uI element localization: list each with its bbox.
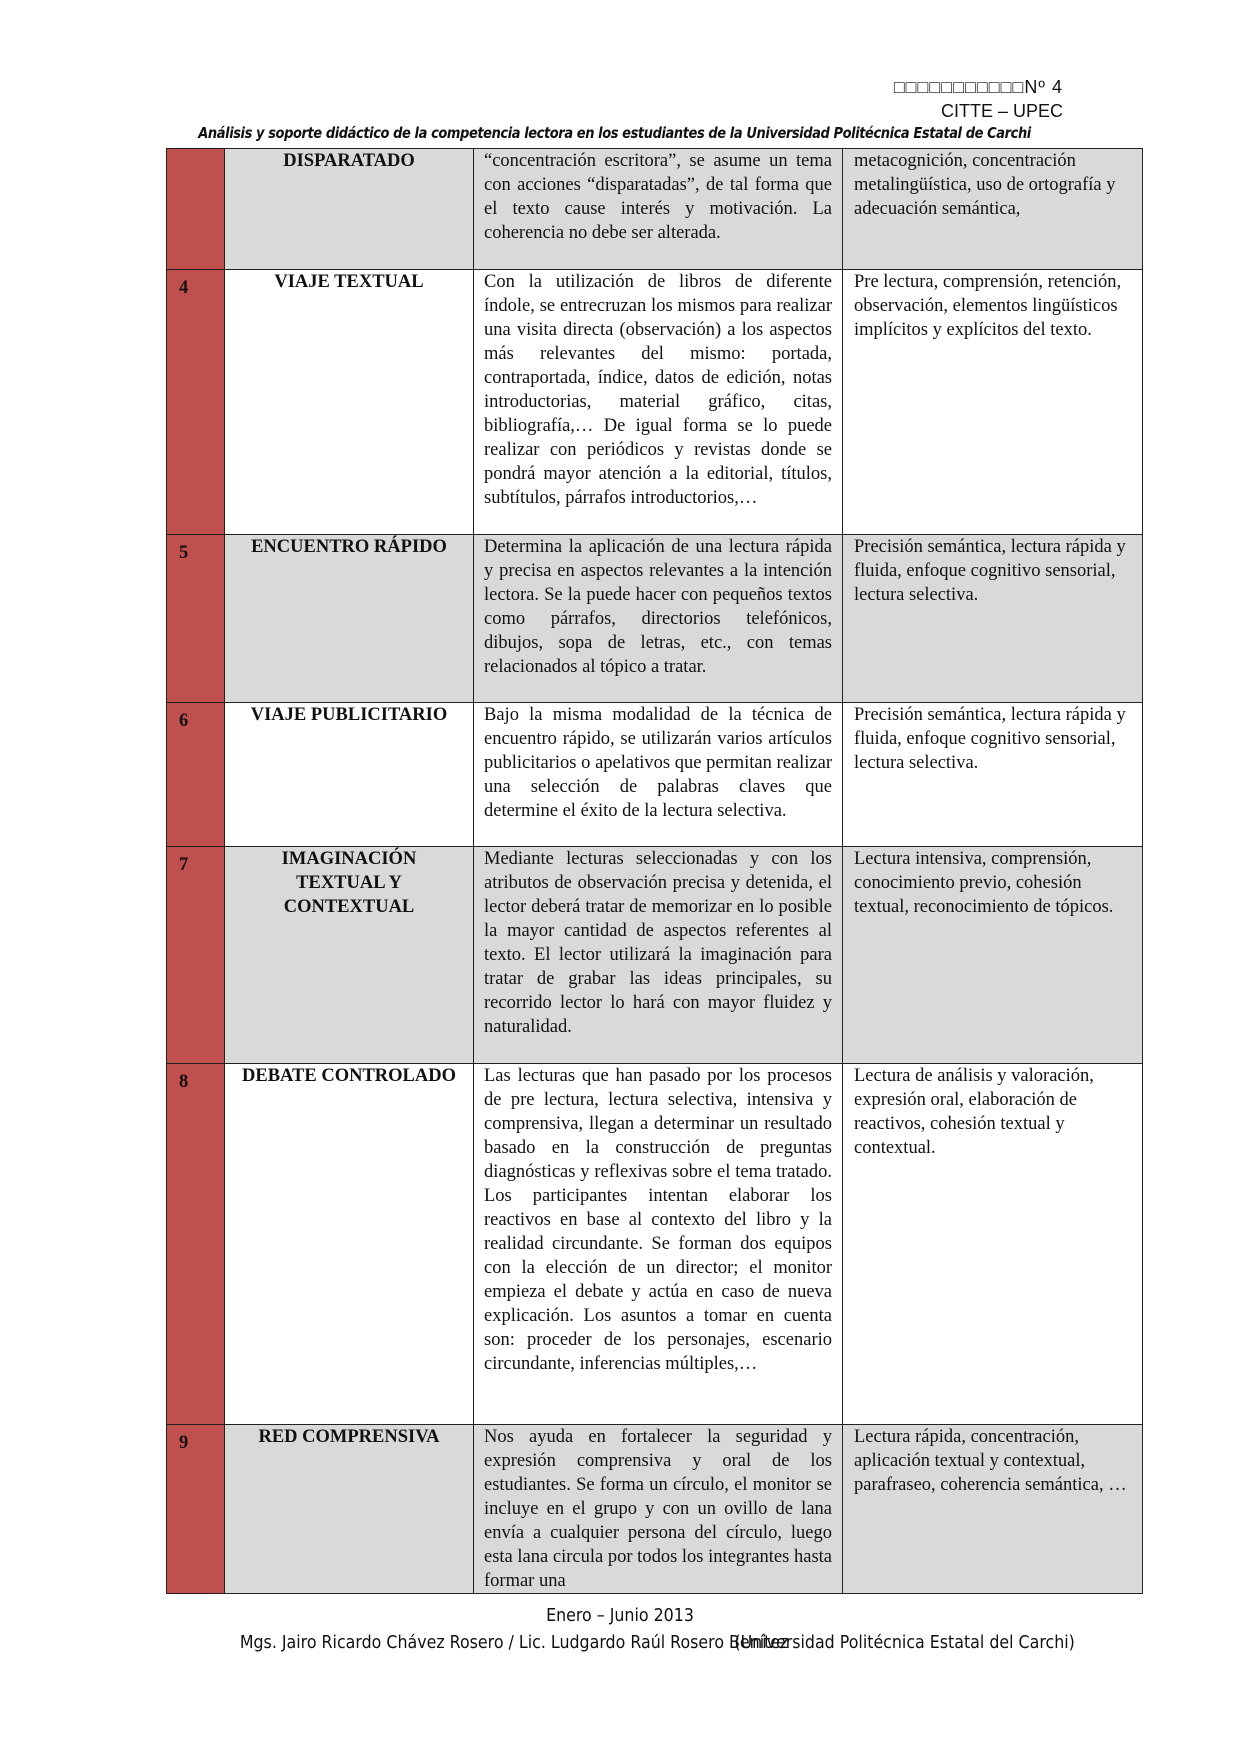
technique-description: Las lecturas que han pasado por los procesos de pre lectura, lectura selectiva, intensiva y comprensiva, llegan a determinar un resultado basado en la construcción de preguntas diagnósticas y reflexivas sobre el tema tratado. Los participantes intentan elaborar los reactivos en base al contexto del libro y la realidad circundante. Se forman dos equipos con la elección de un director; el monitor empieza el debate y actúa en caso de nueva explicación. Los asuntos a tomar en cuenta son: proceder de los personajes, escenario circundante, inferencias múltiples,… (474, 1064, 843, 1425)
technique-description: Bajo la misma modalidad de la técnica de encuentro rápido, se utilizarán varios artículos publicitarios o apelativos que permitan realizar una selección de palabras claves que determine el éxito de la lectura selectiva. (474, 703, 843, 847)
organization-label: CITTE – UPEC (940, 101, 1063, 121)
row-number: 9 (167, 1425, 225, 1594)
technique-skills: Lectura de análisis y valoración, expresión oral, elaboración de reactivos, cohesión textual y contextual. (843, 1064, 1143, 1425)
technique-description: Nos ayuda en fortalecer la seguridad y expresión comprensiva y oral de los estudiantes. Se forma un círculo, el monitor se incluye en el grupo y con un ovillo de lana envía a cualquier persona del círculo, luego esta lana circula por todos los integrantes hasta formar una (474, 1425, 843, 1594)
technique-skills: Precisión semántica, lectura rápida y fluida, enfoque cognitivo sensorial, lectura selectiva. (843, 535, 1143, 703)
table-row (167, 703, 1143, 847)
table-row (167, 535, 1143, 703)
technique-name: IMAGINACIÓN TEXTUAL Y CONTEXTUAL (225, 847, 474, 1064)
footer-university: (Universidad Politécnica Estatal del Carchi) (734, 1632, 1075, 1653)
row-number: 6 (167, 703, 225, 847)
table-row (167, 847, 1143, 1064)
table-row (167, 149, 1143, 270)
technique-name: VIAJE PUBLICITARIO (225, 703, 474, 847)
document-title: Análisis y soporte didáctico de la competencia lectora en los estudiantes de la Universidad Politécnica Estatal de Carchi (198, 124, 1031, 142)
technique-skills: Lectura rápida, concentración, aplicación textual y contextual, parafraseo, coherencia semántica, … (843, 1425, 1143, 1594)
techniques-table (166, 148, 1143, 1594)
row-number: 5 (167, 535, 225, 703)
row-number (167, 149, 225, 270)
technique-name: DISPARATADO (225, 149, 474, 270)
table-row (167, 1064, 1143, 1425)
technique-description: Con la utilización de libros de diferente índole, se entrecruzan los mismos para realizar una visita directa (observación) a los aspectos más relevantes del mismo: portada, contraportada, índice, datos de edición, notas introductorias, material gráfico, citas, bibliografía,… De igual forma se lo puede realizar con periódicos y revistas donde se pondrá mayor atención a la editorial, títulos, subtítulos, párrafos introductorios,… (474, 270, 843, 535)
technique-name: DEBATE CONTROLADO (225, 1064, 474, 1425)
table-row (167, 270, 1143, 535)
table-row (167, 1425, 1143, 1594)
row-number: 8 (167, 1064, 225, 1425)
footer-date: Enero – Junio 2013 (546, 1605, 694, 1626)
row-number: 4 (167, 270, 225, 535)
issue-number: □□□□□□□□□□□Nº 4 (893, 77, 1063, 97)
technique-skills: metacognición, concentración metalingüística, uso de ortografía y adecuación semántica, (843, 149, 1143, 270)
technique-skills: Lectura intensiva, comprensión, conocimiento previo, cohesión textual, reconocimiento de tópicos. (843, 847, 1143, 1064)
technique-skills: Precisión semántica, lectura rápida y fluida, enfoque cognitivo sensorial, lectura selectiva. (843, 703, 1143, 847)
technique-name: RED COMPRENSIVA (225, 1425, 474, 1594)
footer-authors: Mgs. Jairo Ricardo Chávez Rosero / Lic. Ludgardo Raúl Rosero Benítez (239, 1632, 789, 1653)
technique-skills: Pre lectura, comprensión, retención, observación, elementos lingüísticos implícitos y explícitos del texto. (843, 270, 1143, 535)
technique-description: Determina la aplicación de una lectura rápida y precisa en aspectos relevantes a la intención lectora. Se la puede hacer con pequeños textos como párrafos, directorios telefónicos, dibujos, sopa de letras, etc., con temas relacionados al tópico a tratar. (474, 535, 843, 703)
technique-name: ENCUENTRO RÁPIDO (225, 535, 474, 703)
technique-name: VIAJE TEXTUAL (225, 270, 474, 535)
row-number: 7 (167, 847, 225, 1064)
technique-description: “concentración escritora”, se asume un tema con acciones “disparatadas”, de tal forma que el texto cause interés y motivación. La coherencia no debe ser alterada. (474, 149, 843, 270)
technique-description: Mediante lecturas seleccionadas y con los atributos de observación precisa y detenida, el lector deberá tratar de memorizar en lo posible la mayor cantidad de aspectos referentes al texto. El lector utilizará la imaginación para tratar de grabar las ideas principales, su recorrido lector lo hará con mayor fluidez y naturalidad. (474, 847, 843, 1064)
